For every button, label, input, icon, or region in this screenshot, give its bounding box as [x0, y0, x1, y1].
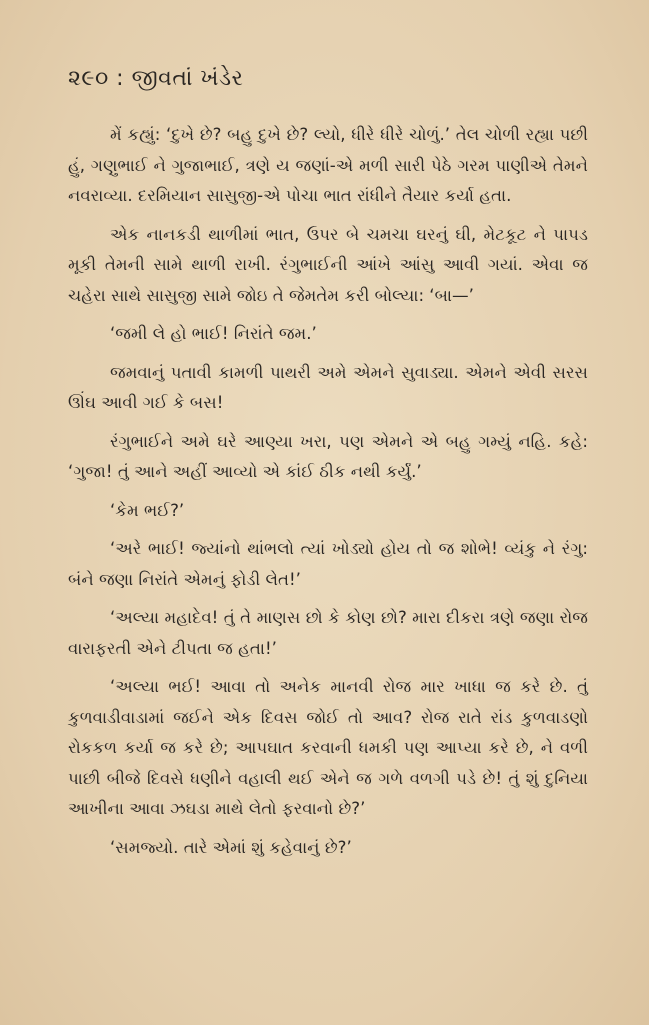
running-title: જીવતાં ખંડેર	[131, 66, 244, 91]
paragraph: એક નાનકડી થાળીમાં ભાત, ઉપર બે ચમચા ઘરનું ઘી, મેટકૂટ ને પાપડ મૂકી તેમની સામે થાળી રાખી. રંગુભાઈની આંખે આંસુ આવી ગયાં. એવા જ ચહેરા સાથે સાસુજી સામે જોઇ તે જેમતેમ કરી બોલ્યા: ‘બા—’	[68, 224, 588, 305]
paragraph: ‘જમી લે હો ભાઈ! નિરાંતે જમ.’	[110, 324, 317, 343]
header-separator: :	[108, 66, 132, 91]
paragraph: ‘કેમ ભઈ?’	[110, 500, 185, 520]
page-number: ૨૯૦	[68, 66, 109, 91]
paragraph: ‘સમજ્યો. તારે એમાં શું કહેવાનું છે?’	[110, 837, 352, 857]
page-body	[68, 120, 588, 863]
paragraph: રંગુભાઈને અમે ઘરે આણ્યા ખરા, પણ એમને એ બહુ ગમ્યું નહિ. કહે: ‘ગુજા! તું આને અહીં આવ્યો એ કાંઈ ઠીક નથી કર્યું.’	[68, 431, 588, 481]
paragraph: મેં કહ્યું: ‘દુખે છે? બહુ દુખે છે? લ્યો, ધીરે ધીરે ચોળું.’ તેલ ચોળી રહ્યા પછી હું, ગણુભાઈ ને ગુજાભાઈ, ત્રણે ય જણાં-એ મળી સારી પેઠે ગરમ પાણીએ તેમને નવરાવ્યા. દરમિયાન સાસુજી-એ પોચા ભાત રાંધીને તૈયાર કર્યા હતા.	[68, 125, 588, 205]
paragraph: ‘અરે ભાઈ! જ્યાંનો થાંભલો ત્યાં ખોડ્યો હોય તો જ શોભે! વ્યંકુ ને રંગુ: બંને જણા નિરાંતે એમનું ફોડી લેત!’	[68, 539, 588, 589]
paragraph: ‘અલ્યા ભઈ! આવા તો અનેક માનવી રોજ માર ખાધા જ કરે છે. તું કુળવાડીવાડામાં જઈને એક દિવસ જોઈ તો આવ? રોજ રાતે રાંડ કુળવાડણો રોકકળ કર્યા જ કરે છે; આપઘાત કરવાની ધમકી પણ આપ્યા કરે છે, ને વળી પાછી બીજે દિવસે ધણીને વહાલી થઈ એને જ ગળે વળગી પડે છે! તું શું દુનિયા આખીના આવા ઝઘડા માથે લેતો ફરવાનો છે?’	[68, 677, 588, 818]
paragraph: ‘અલ્યા મહાદેવ! તું તે માણસ છો કે કોણ છો? મારા દીકરા ત્રણે જણા રોજ વારાફરતી એને ટીપતા જ હતા!’	[68, 608, 588, 658]
paragraph: જમવાનું પતાવી કામળી પાથરી અમે એમને સુવાડ્યા. એમને એવી સરસ ઊંઘ આવી ગઈ કે બસ!	[68, 362, 588, 412]
running-header	[68, 66, 243, 91]
